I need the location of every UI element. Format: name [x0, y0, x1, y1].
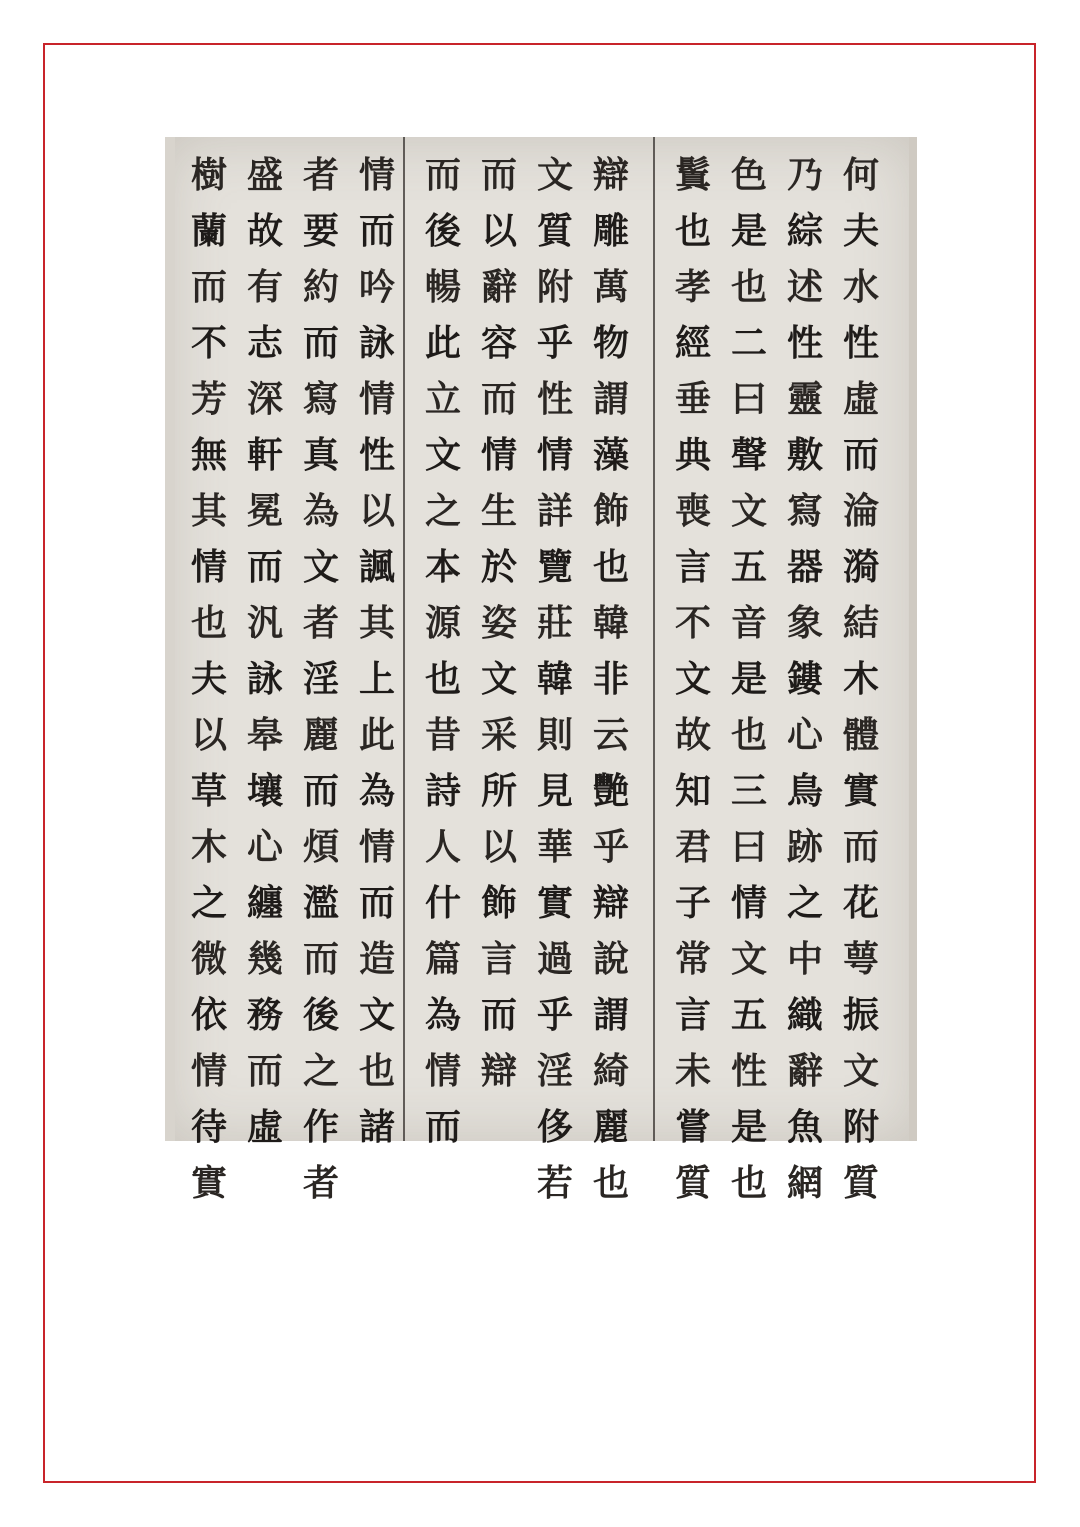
calligraphy-char: 言 [480, 938, 517, 980]
calligraphy-char: 君 [674, 826, 711, 868]
calligraphy-char: 情 [358, 826, 395, 868]
calligraphy-char: 所 [480, 770, 517, 812]
calligraphy-char: 子 [674, 882, 711, 924]
text-column [583, 147, 639, 1211]
calligraphy-char: 文 [842, 1050, 879, 1092]
calligraphy-char: 喪 [674, 490, 711, 532]
calligraphy-char: 而 [302, 322, 339, 364]
text-column [293, 147, 349, 1211]
calligraphy-char: 性 [536, 378, 573, 420]
calligraphy-char: 何 [842, 154, 879, 196]
calligraphy-char: 辭 [786, 1050, 823, 1092]
text-column [415, 147, 471, 1155]
calligraphy-char: 而 [480, 994, 517, 1036]
calligraphy-char: 是 [730, 1106, 767, 1148]
calligraphy-char: 微 [190, 938, 227, 980]
calligraphy-char: 後 [302, 994, 339, 1036]
calligraphy-char: 也 [358, 1050, 395, 1092]
calligraphy-char: 鏤 [786, 658, 823, 700]
calligraphy-char: 知 [674, 770, 711, 812]
calligraphy-char: 也 [190, 602, 227, 644]
calligraphy-char: 敷 [786, 434, 823, 476]
calligraphy-char: 靈 [786, 378, 823, 420]
calligraphy-char: 文 [730, 938, 767, 980]
calligraphy-char: 鳥 [786, 770, 823, 812]
calligraphy-char: 情 [480, 434, 517, 476]
calligraphy-char: 諷 [358, 546, 395, 588]
calligraphy-char: 濫 [302, 882, 339, 924]
calligraphy-char: 孝 [674, 266, 711, 308]
calligraphy-char: 謂 [592, 994, 629, 1036]
calligraphy-char: 淫 [536, 1050, 573, 1092]
calligraphy-char: 蘭 [190, 210, 227, 252]
calligraphy-char: 而 [424, 154, 461, 196]
calligraphy-char: 後 [424, 210, 461, 252]
calligraphy-char: 者 [302, 602, 339, 644]
calligraphy-char: 言 [674, 994, 711, 1036]
calligraphy-char: 之 [302, 1050, 339, 1092]
calligraphy-char: 之 [424, 490, 461, 532]
calligraphy-char: 器 [786, 546, 823, 588]
calligraphy-char: 結 [842, 602, 879, 644]
calligraphy-char: 三 [730, 770, 767, 812]
calligraphy-char: 以 [480, 210, 517, 252]
calligraphy-char: 典 [674, 434, 711, 476]
calligraphy-char: 情 [190, 546, 227, 588]
calligraphy-char: 性 [730, 1050, 767, 1092]
calligraphy-char: 而 [842, 434, 879, 476]
calligraphy-char: 作 [302, 1106, 339, 1148]
calligraphy-char: 聲 [730, 434, 767, 476]
calligraphy-char: 飾 [480, 882, 517, 924]
calligraphy-char: 為 [302, 490, 339, 532]
calligraphy-char: 詩 [424, 770, 461, 812]
calligraphy-char: 說 [592, 938, 629, 980]
calligraphy-char: 謂 [592, 378, 629, 420]
calligraphy-char: 而 [190, 266, 227, 308]
calligraphy-char: 情 [536, 434, 573, 476]
calligraphy-char: 盛 [246, 154, 283, 196]
calligraphy-char: 文 [730, 490, 767, 532]
text-column [777, 147, 833, 1211]
calligraphy-char: 性 [842, 322, 879, 364]
calligraphy-char: 藻 [592, 434, 629, 476]
calligraphy-char: 以 [358, 490, 395, 532]
calligraphy-char: 五 [730, 546, 767, 588]
calligraphy-char: 跡 [786, 826, 823, 868]
text-column [721, 147, 777, 1211]
calligraphy-char: 情 [730, 882, 767, 924]
calligraphy-char: 源 [424, 602, 461, 644]
calligraphy-char: 莊 [536, 602, 573, 644]
calligraphy-char: 物 [592, 322, 629, 364]
calligraphy-char: 文 [424, 434, 461, 476]
calligraphy-char: 垂 [674, 378, 711, 420]
calligraphy-char: 真 [302, 434, 339, 476]
calligraphy-char: 之 [786, 882, 823, 924]
calligraphy-char: 不 [674, 602, 711, 644]
calligraphy-char: 寫 [786, 490, 823, 532]
calligraphy-char: 虛 [246, 1106, 283, 1148]
calligraphy-char: 雕 [592, 210, 629, 252]
calligraphy-char: 述 [786, 266, 823, 308]
calligraphy-char: 詠 [358, 322, 395, 364]
calligraphy-char: 依 [190, 994, 227, 1036]
calligraphy-char: 而 [842, 826, 879, 868]
calligraphy-char: 約 [302, 266, 339, 308]
calligraphy-char: 情 [424, 1050, 461, 1092]
calligraphy-char: 文 [358, 994, 395, 1036]
calligraphy-char: 寫 [302, 378, 339, 420]
calligraphy-char: 過 [536, 938, 573, 980]
calligraphy-char: 篇 [424, 938, 461, 980]
calligraphy-char: 生 [480, 490, 517, 532]
calligraphy-char: 無 [190, 434, 227, 476]
calligraphy-char: 實 [190, 1162, 227, 1204]
calligraphy-char: 務 [246, 994, 283, 1036]
calligraphy-char: 言 [674, 546, 711, 588]
calligraphy-char: 者 [302, 1162, 339, 1204]
calligraphy-char: 什 [424, 882, 461, 924]
calligraphy-char: 情 [358, 154, 395, 196]
calligraphy-char: 芳 [190, 378, 227, 420]
calligraphy-char: 詠 [246, 658, 283, 700]
calligraphy-char: 曰 [730, 378, 767, 420]
calligraphy-char: 此 [358, 714, 395, 756]
calligraphy-char: 而 [480, 378, 517, 420]
calligraphy-char: 夫 [190, 658, 227, 700]
calligraphy-char: 木 [190, 826, 227, 868]
calligraphy-char: 萼 [842, 938, 879, 980]
text-column [237, 147, 293, 1155]
calligraphy-char: 深 [246, 378, 283, 420]
calligraphy-char: 暢 [424, 266, 461, 308]
calligraphy-char: 未 [674, 1050, 711, 1092]
calligraphy-char: 附 [536, 266, 573, 308]
calligraphy-char: 則 [536, 714, 573, 756]
calligraphy-char: 質 [842, 1162, 879, 1204]
calligraphy-char: 見 [536, 770, 573, 812]
calligraphy-char: 文 [302, 546, 339, 588]
calligraphy-char: 於 [480, 546, 517, 588]
calligraphy-char: 質 [536, 210, 573, 252]
calligraphy-char: 經 [674, 322, 711, 364]
calligraphy-char: 文 [480, 658, 517, 700]
calligraphy-char: 鬒 [674, 154, 711, 196]
calligraphy-char: 為 [358, 770, 395, 812]
calligraphy-char: 曰 [730, 826, 767, 868]
calligraphy-char: 也 [674, 210, 711, 252]
calligraphy-char: 也 [424, 658, 461, 700]
calligraphy-char: 而 [302, 938, 339, 980]
calligraphy-char: 木 [842, 658, 879, 700]
calligraphy-char: 情 [190, 1050, 227, 1092]
calligraphy-char: 立 [424, 378, 461, 420]
calligraphy-char: 也 [592, 1162, 629, 1204]
calligraphy-char: 吟 [358, 266, 395, 308]
calligraphy-char: 煩 [302, 826, 339, 868]
calligraphy-char: 志 [246, 322, 283, 364]
calligraphy-char: 辯 [592, 154, 629, 196]
calligraphy-char: 幾 [246, 938, 283, 980]
calligraphy-char: 也 [730, 266, 767, 308]
calligraphy-char: 常 [674, 938, 711, 980]
calligraphy-char: 故 [674, 714, 711, 756]
calligraphy-char: 五 [730, 994, 767, 1036]
calligraphy-char: 性 [786, 322, 823, 364]
calligraphy-char: 不 [190, 322, 227, 364]
calligraphy-char: 昔 [424, 714, 461, 756]
calligraphy-char: 其 [190, 490, 227, 532]
calligraphy-char: 韓 [592, 602, 629, 644]
calligraphy-photo [165, 137, 917, 1204]
calligraphy-char: 質 [674, 1162, 711, 1204]
calligraphy-char: 諸 [358, 1106, 395, 1148]
calligraphy-char: 之 [190, 882, 227, 924]
calligraphy-char: 飾 [592, 490, 629, 532]
calligraphy-char: 象 [786, 602, 823, 644]
calligraphy-char: 韓 [536, 658, 573, 700]
calligraphy-char: 而 [424, 1106, 461, 1148]
calligraphy-char: 有 [246, 266, 283, 308]
calligraphy-char: 網 [786, 1162, 823, 1204]
calligraphy-char: 乃 [786, 154, 823, 196]
calligraphy-char: 軒 [246, 434, 283, 476]
calligraphy-char: 也 [730, 714, 767, 756]
text-column [181, 147, 237, 1211]
calligraphy-char: 故 [246, 210, 283, 252]
calligraphy-char: 音 [730, 602, 767, 644]
calligraphy-char: 是 [730, 658, 767, 700]
calligraphy-char: 冕 [246, 490, 283, 532]
calligraphy-char: 實 [536, 882, 573, 924]
calligraphy-char: 姿 [480, 602, 517, 644]
calligraphy-char: 二 [730, 322, 767, 364]
calligraphy-char: 體 [842, 714, 879, 756]
calligraphy-char: 而 [246, 546, 283, 588]
calligraphy-char: 麗 [592, 1106, 629, 1148]
calligraphy-char: 艷 [592, 770, 629, 812]
calligraphy-char: 人 [424, 826, 461, 868]
calligraphy-char: 辯 [480, 1050, 517, 1092]
calligraphy-char: 麗 [302, 714, 339, 756]
calligraphy-char: 汎 [246, 602, 283, 644]
calligraphy-char: 乎 [592, 826, 629, 868]
calligraphy-char: 淪 [842, 490, 879, 532]
text-column [527, 147, 583, 1211]
calligraphy-char: 草 [190, 770, 227, 812]
calligraphy-char: 上 [358, 658, 395, 700]
calligraphy-char: 者 [302, 154, 339, 196]
calligraphy-char: 心 [246, 826, 283, 868]
calligraphy-char: 乎 [536, 322, 573, 364]
calligraphy-char: 容 [480, 322, 517, 364]
calligraphy-char: 造 [358, 938, 395, 980]
calligraphy-char: 而 [358, 210, 395, 252]
calligraphy-text [165, 147, 917, 1204]
calligraphy-char: 要 [302, 210, 339, 252]
calligraphy-char: 樹 [190, 154, 227, 196]
calligraphy-char: 以 [480, 826, 517, 868]
calligraphy-char: 壤 [246, 770, 283, 812]
calligraphy-char: 嘗 [674, 1106, 711, 1148]
calligraphy-char: 萬 [592, 266, 629, 308]
calligraphy-char: 侈 [536, 1106, 573, 1148]
calligraphy-char: 非 [592, 658, 629, 700]
calligraphy-char: 虛 [842, 378, 879, 420]
calligraphy-char: 以 [190, 714, 227, 756]
calligraphy-char: 而 [302, 770, 339, 812]
calligraphy-char: 而 [246, 1050, 283, 1092]
calligraphy-char: 中 [786, 938, 823, 980]
calligraphy-char: 織 [786, 994, 823, 1036]
calligraphy-char: 華 [536, 826, 573, 868]
calligraphy-char: 情 [358, 378, 395, 420]
text-column [349, 147, 405, 1155]
calligraphy-char: 為 [424, 994, 461, 1036]
calligraphy-char: 心 [786, 714, 823, 756]
calligraphy-char: 振 [842, 994, 879, 1036]
calligraphy-char: 水 [842, 266, 879, 308]
calligraphy-char: 色 [730, 154, 767, 196]
calligraphy-char: 而 [480, 154, 517, 196]
calligraphy-char: 性 [358, 434, 395, 476]
calligraphy-char: 綜 [786, 210, 823, 252]
calligraphy-char: 而 [358, 882, 395, 924]
calligraphy-char: 皋 [246, 714, 283, 756]
calligraphy-char: 此 [424, 322, 461, 364]
calligraphy-char: 文 [536, 154, 573, 196]
calligraphy-char: 文 [674, 658, 711, 700]
calligraphy-char: 其 [358, 602, 395, 644]
calligraphy-char: 實 [842, 770, 879, 812]
text-column [833, 147, 889, 1211]
calligraphy-char: 本 [424, 546, 461, 588]
calligraphy-char: 辯 [592, 882, 629, 924]
calligraphy-char: 漪 [842, 546, 879, 588]
text-column [471, 147, 527, 1099]
calligraphy-char: 覽 [536, 546, 573, 588]
calligraphy-char: 花 [842, 882, 879, 924]
calligraphy-char: 魚 [786, 1106, 823, 1148]
calligraphy-char: 是 [730, 210, 767, 252]
calligraphy-char: 纏 [246, 882, 283, 924]
calligraphy-char: 附 [842, 1106, 879, 1148]
calligraphy-char: 若 [536, 1162, 573, 1204]
calligraphy-char: 也 [730, 1162, 767, 1204]
calligraphy-char: 淫 [302, 658, 339, 700]
calligraphy-char: 夫 [842, 210, 879, 252]
calligraphy-char: 乎 [536, 994, 573, 1036]
calligraphy-char: 也 [592, 546, 629, 588]
calligraphy-char: 辭 [480, 266, 517, 308]
calligraphy-char: 綺 [592, 1050, 629, 1092]
text-column [665, 147, 721, 1211]
calligraphy-char: 待 [190, 1106, 227, 1148]
calligraphy-char: 云 [592, 714, 629, 756]
calligraphy-char: 采 [480, 714, 517, 756]
calligraphy-char: 詳 [536, 490, 573, 532]
